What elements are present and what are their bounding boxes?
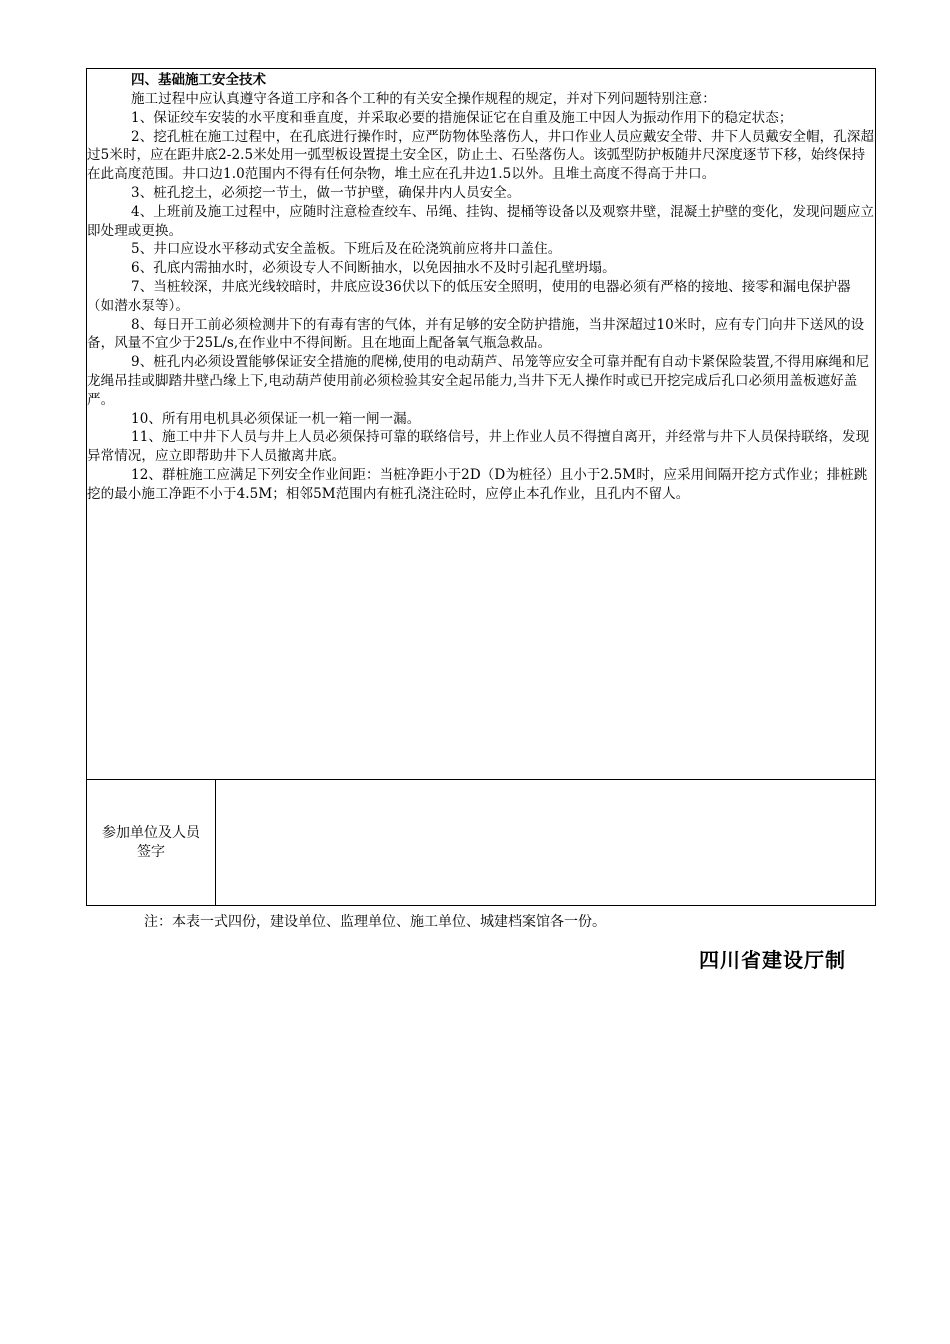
issuer-label: 四川省建设厅制 [699,948,846,972]
signature-label-text: 参加单位及人员签字 [102,824,200,860]
item-2: 2、挖孔桩在施工过程中，在孔底进行操作时，应严防物体坠落伤人，井口作业人员应戴安全带、井下人员戴安全帽，孔深超过5米时，应在距井底2-2.5米处用一弧型板设置提土安全区，防止土、石坠落伤人。该弧型防护板随井尺深度逐节下移，始终保持在此高度范围。井口边1.0范围内不得有任何杂物，堆土应在孔井边1.5以外。且堆土高度不得高于井口。 [87,128,875,183]
item-5: 5、井口应设水平移动式安全盖板。下班后及在砼浇筑前应将井口盖住。 [131,241,562,258]
item-8: 8、每日开工前必须检测井下的有毒有害的气体，并有足够的安全防护措施，当井深超过10米时，应有专门向井下送风的设备，风量不宜少于25L/s,在作业中不得间断。且在地面上配备氧气瓶急救品。 [87,316,865,352]
item-9: 9、桩孔内必须设置能够保证安全措施的爬梯,使用的电动葫芦、吊笼等应安全可靠并配有自动卡紧保险装置,不得用麻绳和尼龙绳吊挂或脚踏井壁凸缘上下,电动葫芦使用前必须检验其安全起吊能力,当井下无人操作时或已开挖完成后孔口必须用盖板遮好盖严。 [87,354,870,408]
footnote: 注：本表一式四份，建设单位、监理单位、施工单位、城建档案馆各一份。 [144,914,606,930]
item-7: 7、当桩较深，井底光线较暗时，井底应设36伏以下的低压安全照明，使用的电器必须有严格的接地、接零和漏电保护器（如潜水泵等）。 [87,278,851,314]
item-12: 12、群桩施工应满足下列安全作业间距：当桩净距小于2D（D为桩径）且小于2.5M时，应采用间隔开挖方式作业；排桩跳挖的最小施工净距不小于4.5M；相邻5M范围内有桩孔浇注砼时，应停止本孔作业，且孔内不留人。 [87,466,868,502]
item-11: 11、施工中井下人员与井上人员必须保持可靠的联络信号，井上作业人员不得擅自离开，并经常与井下人员保持联络，发现异常情况，应立即帮助井下人员撤离井底。 [87,429,870,465]
item-1: 1、保证绞车安装的水平度和垂直度，并采取必要的措施保证它在自重及施工中因人为振动作用下的稳定状态； [131,109,793,126]
content-cell [87,69,875,780]
item-10: 10、所有用电机具必须保证一机一箱一闸一漏。 [131,410,421,427]
item-6: 6、孔底内需抽水时，必须设专人不间断抽水，以免因抽水不及时引起孔壁坍塌。 [131,260,616,277]
signature-row [87,780,875,905]
signature-label [87,780,216,905]
signature-field[interactable] [216,780,875,905]
section-heading: 四、基础施工安全技术 [131,72,266,88]
disclosure-table [86,68,876,906]
item-3: 3、桩孔挖土，必须挖一节土，做一节护壁，确保井内人员安全。 [131,184,521,201]
intro-paragraph: 施工过程中应认真遵守各道工序和各个工种的有关安全操作规程的规定，并对下列问题特别注意： [131,91,716,107]
item-4: 4、上班前及施工过程中，应随时注意检查绞车、吊绳、挂钩、提桶等设备以及观察井壁，混凝土护壁的变化，发现问题应立即处理或更换。 [87,203,875,239]
